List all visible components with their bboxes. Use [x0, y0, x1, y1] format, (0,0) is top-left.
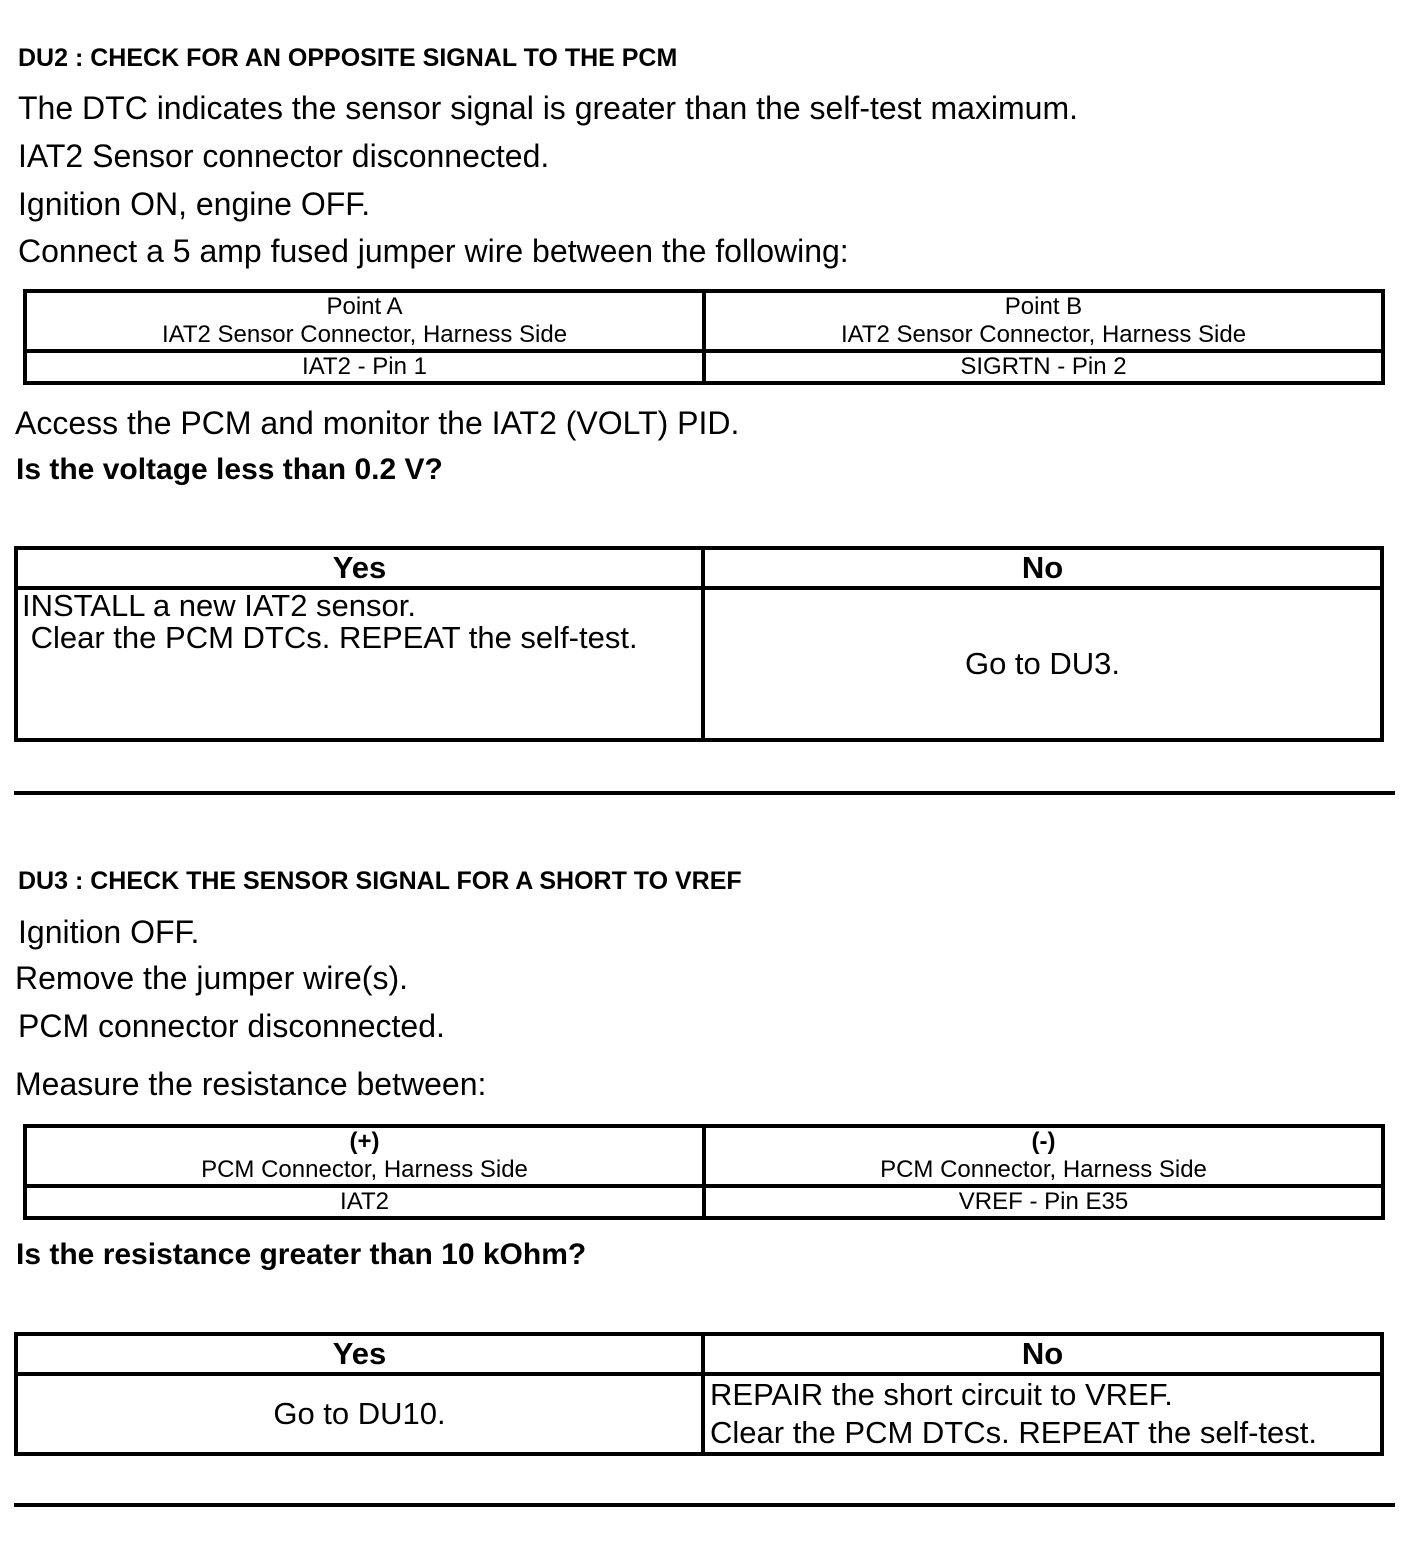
bottom-divider	[14, 1503, 1395, 1507]
du2-jumper-table	[23, 289, 1385, 385]
du3-no-line-1: REPAIR the short circuit to VREF.	[710, 1377, 1173, 1412]
du3-question: Is the resistance greater than 10 kOhm?	[16, 1238, 587, 1271]
du2-line-1: The DTC indicates the sensor signal is greater than the self-test maximum.	[18, 90, 1078, 126]
du2-point-a-sub: IAT2 Sensor Connector, Harness Side	[161, 321, 568, 348]
du3-plus-header	[25, 1126, 704, 1186]
du3-no-line-2: Clear the PCM DTCs. REPEAT the self-test.	[710, 1415, 1317, 1450]
du3-yes-header: Yes	[16, 1334, 703, 1374]
du2-point-b-header	[704, 291, 1383, 351]
du3-plus-value: IAT2	[25, 1186, 704, 1218]
du3-line-4: Measure the resistance between:	[15, 1066, 487, 1102]
du3-heading: DU3 : CHECK THE SENSOR SIGNAL FOR A SHORT TO VREF	[18, 867, 742, 895]
du2-heading: DU2 : CHECK FOR AN OPPOSITE SIGNAL TO THE PCM	[18, 44, 678, 72]
du2-yes-line-2: Clear the PCM DTCs. REPEAT the self-test.	[22, 620, 638, 655]
du3-result-table	[14, 1332, 1384, 1456]
du2-yes-cell	[16, 588, 703, 740]
du3-plus-sub: PCM Connector, Harness Side	[201, 1156, 528, 1183]
du3-minus-sub: PCM Connector, Harness Side	[880, 1156, 1207, 1183]
du2-line-3: Ignition ON, engine OFF.	[18, 186, 371, 222]
du3-line-1: Ignition OFF.	[18, 914, 200, 950]
du2-line-2: IAT2 Sensor connector disconnected.	[18, 138, 550, 174]
du3-plus-title: (+)	[349, 1128, 380, 1155]
du2-question: Is the voltage less than 0.2 V?	[16, 453, 443, 486]
du2-point-a-header	[25, 291, 704, 351]
du3-line-2: Remove the jumper wire(s).	[15, 960, 408, 996]
du3-minus-title: (-)	[1031, 1128, 1056, 1155]
du2-point-b-value: SIGRTN - Pin 2	[704, 351, 1383, 383]
du3-no-cell	[703, 1374, 1382, 1454]
du2-yes-line-1: INSTALL a new IAT2 sensor.	[22, 588, 416, 623]
du2-no-header: No	[703, 548, 1382, 588]
du2-point-a-title: Point A	[326, 293, 403, 320]
du3-minus-header	[704, 1126, 1383, 1186]
du2-line-4: Connect a 5 amp fused jumper wire between the following:	[18, 233, 849, 269]
du2-point-b-title: Point B	[1004, 293, 1083, 320]
du3-measure-table	[23, 1124, 1385, 1220]
du2-no-cell: Go to DU3.	[703, 588, 1382, 740]
du3-line-3: PCM connector disconnected.	[18, 1008, 445, 1044]
du2-result-table	[14, 546, 1384, 742]
du3-yes-cell: Go to DU10.	[16, 1374, 703, 1454]
du2-point-b-sub: IAT2 Sensor Connector, Harness Side	[840, 321, 1247, 348]
du2-monitor-line: Access the PCM and monitor the IAT2 (VOLT) PID.	[15, 405, 740, 441]
du2-yes-header: Yes	[16, 548, 703, 588]
du3-no-header: No	[703, 1334, 1382, 1374]
du2-point-a-value: IAT2 - Pin 1	[25, 351, 704, 383]
section-divider	[14, 791, 1395, 795]
du3-minus-value: VREF - Pin E35	[704, 1186, 1383, 1218]
